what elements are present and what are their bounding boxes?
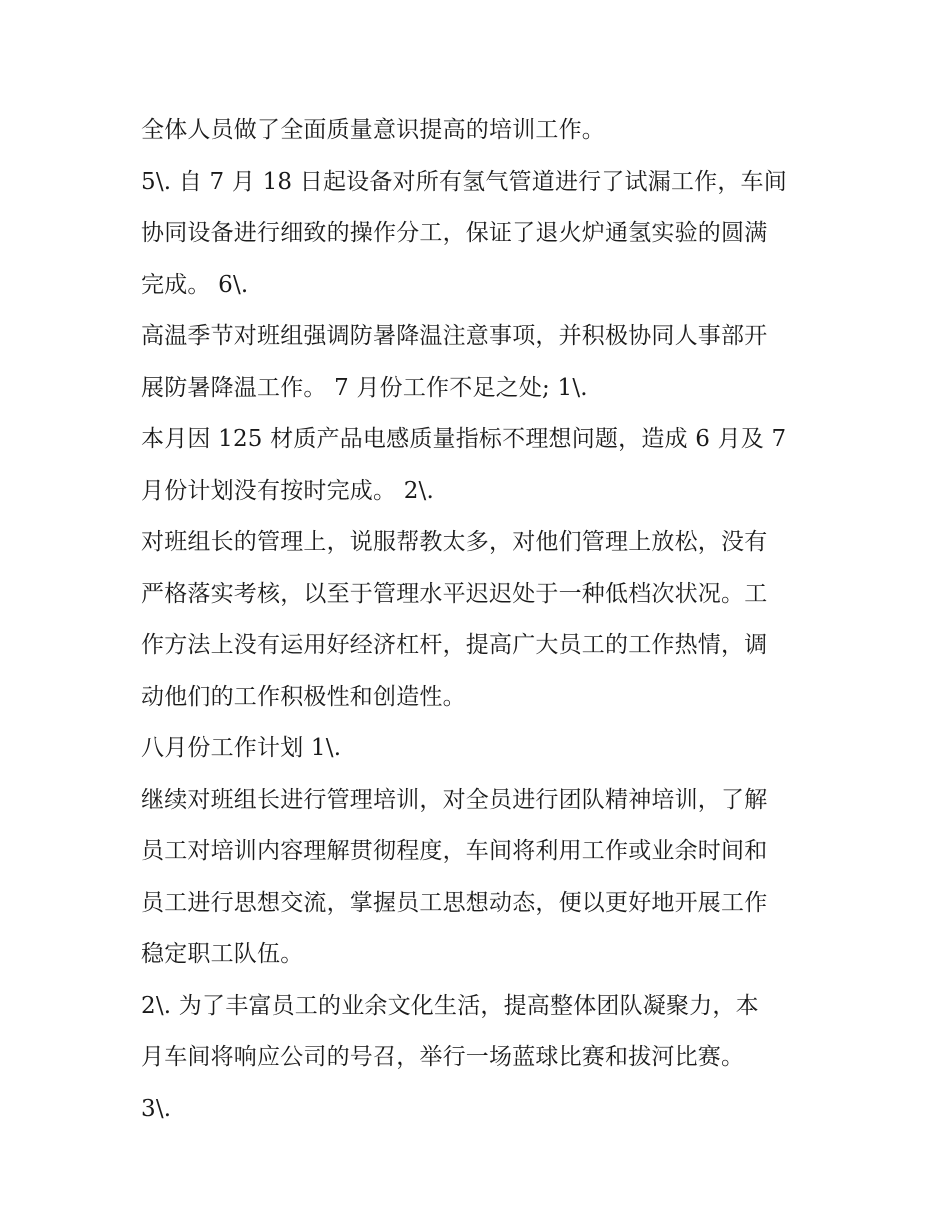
text-line: 严格落实考核，以至于管理水平迟迟处于一种低档次状况。工	[141, 580, 768, 607]
text-line: 3\.	[141, 1095, 172, 1122]
text-line: 月份计划没有按时完成。 2\.	[141, 477, 435, 504]
document-body	[141, 105, 821, 1135]
text-line: 稳定职工队伍。	[141, 941, 304, 967]
text-line: 展防暑降温工作。 7 月份工作不足之处; 1\.	[141, 374, 588, 401]
text-line: 八月份工作计划 1\.	[141, 735, 342, 761]
text-line: 员工对培训内容理解贯彻程度，车间将利用工作或业余时间和	[141, 838, 768, 864]
text-line: 继续对班组长进行管理培训，对全员进行团队精神培训，了解	[141, 786, 768, 813]
text-line: 月车间将响应公司的号召，举行一场蓝球比赛和拔河比赛。	[141, 1044, 745, 1070]
text-line: 高温季节对班组强调防暑降温注意事项，并积极协同人事部开	[141, 323, 768, 349]
text-line: 作方法上没有运用好经济杠杆，提高广大员工的工作热情，调	[141, 632, 768, 658]
text-line: 5\. 自 7 月 18 日起设备对所有氢气管道进行了试漏工作，车间	[141, 168, 787, 195]
text-line: 动他们的工作积极性和创造性。	[141, 683, 466, 710]
text-line: 2\. 为了丰富员工的业余文化生活，提高整体团队凝聚力，本	[141, 992, 759, 1019]
text-line: 本月因 125 材质产品电感质量指标不理想问题，造成 6 月及 7	[141, 426, 787, 452]
text-line: 对班组长的管理上，说服帮教太多，对他们管理上放松，没有	[141, 529, 768, 555]
text-line: 协同设备进行细致的操作分工，保证了退火炉通氢实验的圆满	[141, 220, 768, 246]
text-line: 全体人员做了全面质量意识提高的培训工作。	[141, 117, 605, 143]
text-line: 完成。 6\.	[141, 271, 249, 298]
text-line: 员工进行思想交流，掌握员工思想动态，便以更好地开展工作	[141, 889, 768, 916]
